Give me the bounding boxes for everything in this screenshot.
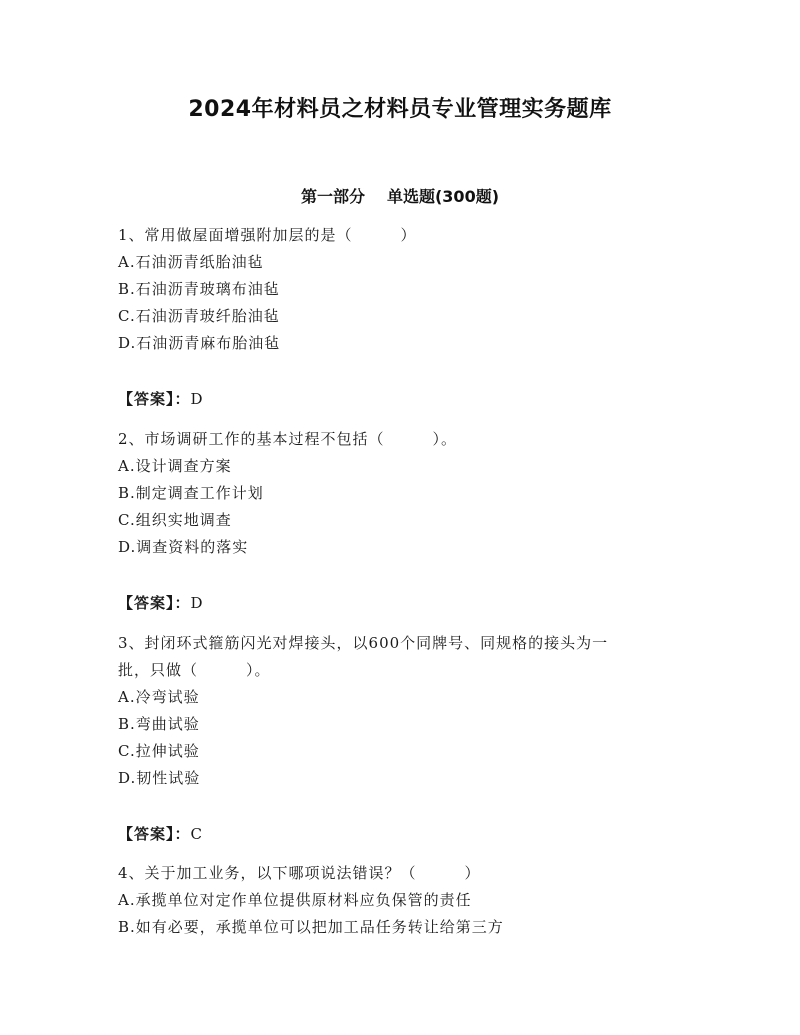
question-stem: 4、关于加工业务，以下哪项说法错误？（ ）: [118, 864, 481, 882]
answer-value: D: [190, 594, 204, 612]
section-heading: [0, 184, 800, 207]
option-d: D.调查资料的落实: [118, 538, 249, 556]
option-c: C.石油沥青玻纤胎油毡: [118, 307, 280, 325]
option-a: A.石油沥青纸胎油毡: [118, 253, 264, 271]
answer-value: C: [190, 825, 203, 843]
answer-label: 【答案】：: [118, 825, 191, 843]
answer-label: 【答案】：: [118, 390, 191, 408]
option-a: A.冷弯试验: [118, 688, 200, 706]
document-title: 2024年材料员之材料员专业管理实务题库: [188, 97, 612, 122]
question-stem: 2、市场调研工作的基本过程不包括（ ）。: [118, 430, 458, 448]
answer-2: [118, 590, 204, 617]
option-b: B.制定调查工作计划: [118, 484, 264, 502]
answer-3: [118, 821, 203, 848]
option-a: A.承揽单位对定作单位提供原材料应负保管的责任: [118, 891, 472, 909]
question-1: [118, 222, 688, 357]
section-part: 第一部分: [300, 187, 365, 206]
option-d: D.石油沥青麻布胎油毡: [118, 334, 281, 352]
answer-1: [118, 386, 204, 413]
section-name: 单选题(300题): [386, 187, 500, 206]
question-3: [118, 630, 688, 792]
question-stem-line-2: 批，只做（ ）。: [118, 661, 271, 679]
question-stem: 1、常用做屋面增强附加层的是（ ）: [118, 226, 417, 244]
option-b: B.石油沥青玻璃布油毡: [118, 280, 280, 298]
question-2: [118, 426, 688, 561]
answer-label: 【答案】：: [118, 594, 191, 612]
option-d: D.韧性试验: [118, 769, 201, 787]
option-c: C.拉伸试验: [118, 742, 200, 760]
option-a: A.设计调查方案: [118, 457, 232, 475]
option-b: B.弯曲试验: [118, 715, 200, 733]
question-stem-line-1: 3、封闭环式箍筋闪光对焊接头，以600个同牌号、同规格的接头为一: [118, 634, 609, 652]
question-4: [118, 860, 688, 941]
option-c: C.组织实地调查: [118, 511, 232, 529]
option-b: B.如有必要，承揽单位可以把加工品任务转让给第三方: [118, 918, 504, 936]
answer-value: D: [190, 390, 204, 408]
